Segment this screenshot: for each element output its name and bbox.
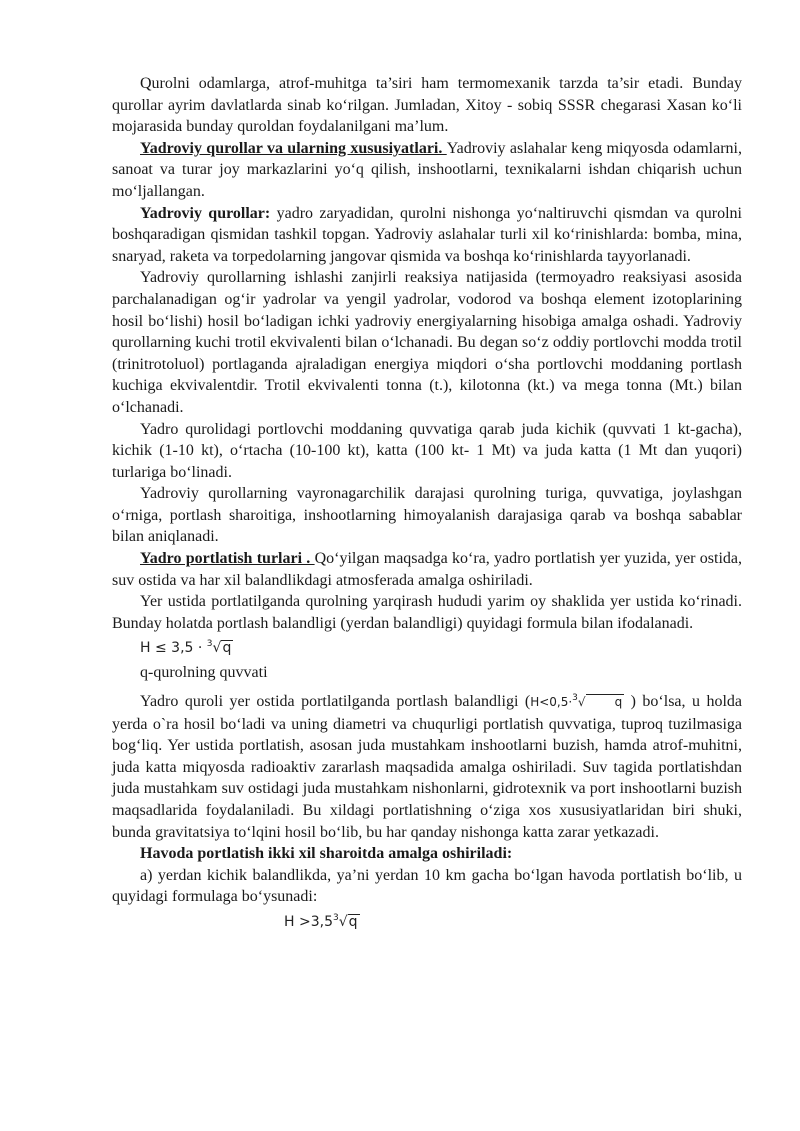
section-heading-explosion-types: Yadro portlatish turlari . bbox=[140, 550, 315, 568]
paragraph-yield-classes: Yadro qurolidagi portlovchi moddaning quvvatiga qarab juda kichik (quvvati 1 kt-gacha), kichik (1-10 kt), o‘rtacha (10-100 kt), katta (100 kt- 1 Mt) va juda katta (1 Mt dan yuqori) turlariga bo‘linadi. bbox=[112, 420, 742, 481]
formula-air-burst-height bbox=[112, 908, 742, 932]
paragraph-low-altitude: a) yerdan kichik balandlikda, ya’ni yerdan 10 km gacha bo‘lgan havoda portlatish bo‘lib, u quyidagi formulaga bo‘ysunadi: bbox=[112, 866, 742, 906]
paragraph-ground-burst: Yer ustida portlatilganda qurolning yarqirash hududi yarim oy shaklida yer ustida ko‘rinadi. Bunday holatda portlash balandligi (yerdan balandligi) quyidagi formula bilan ifodalanadi. bbox=[112, 593, 742, 632]
paragraph-text: Qo‘yilgan maqsadga ko‘ra, yadro portlatish yer yuzida, yer ostida, suv ostida va har xil balandlikdagi atmosferada amalga oshiriladi. bbox=[112, 550, 743, 589]
document-page bbox=[112, 73, 742, 932]
paragraph-text: Yadro quroli yer ostida portlatilganda portlash balandligi ( bbox=[140, 693, 531, 711]
paragraph-destruction-level: Yadroviy qurollarning vayronagarchilik darajasi qurolning turiga, quvvatiga, joylashgan o‘rniga, portlash sharoitiga, inshootlarning himoyalanish darajasiga qarab va boshqa sabablar bilan aniqlanadi. bbox=[112, 485, 742, 546]
heading-air-burst: Havoda portlatish ikki xil sharoitda amalga oshiriladi: bbox=[140, 845, 513, 863]
root-index: 3 bbox=[206, 639, 213, 650]
radicand: q bbox=[586, 694, 625, 710]
paragraph-text: Yadroviy aslahalar keng miqyosda odamlarni, sanoat va turar joy markazlarini yo‘q qilish, inshootlarni, texnikalarni ishdan chiqarish uchun mo‘ljallangan. bbox=[112, 139, 742, 200]
radical-sign: √ bbox=[338, 913, 348, 930]
root-index: 3 bbox=[572, 693, 578, 704]
paragraph-nuclear-weapons bbox=[112, 138, 742, 203]
paragraph-chain-reaction: Yadroviy qurollarning ishlashi zanjirli reaksiya natijasida (termoyadro reaksiyasi asosida parchalanadigan og‘ir yadrolar va yengil yadrolar, vodorod va boshqa element izotoplarining hosil bo‘lishi) hosil bo‘ladigan ichki yadroviy energiyalarning hisobiga amalga oshadi. Yadroviy qurollarning kuchi trotil ekvivalenti bilan o‘lchanadi. Bu degan so‘z oddiy portlovchi modda trotil (trinitrotoluol) portlaganda ajraladigan energiya miqdori o‘sha portlovchi moddaning portlash kuchiga ekvivalentdir. Trotil ekvivalenti tonna (t.), kilotonna (kt.) va mega tonna (Mt.) bilan o‘lchanadi. bbox=[112, 269, 742, 416]
radical-sign: √ bbox=[212, 640, 222, 657]
section-heading-nuclear-weapons: Yadroviy qurollar va ularning xususiyatlari. bbox=[140, 139, 447, 157]
inline-formula-underground bbox=[530, 695, 624, 709]
formula-ground-burst-height bbox=[112, 634, 742, 658]
paragraph-text: ) bo‘lsa, u holda yerda o`ra hosil bo‘ladi va uning diametri va chuqurligi portlatish quvvatiga, tuproq tuzilmasiga bog‘liq. Yer ustida portlatish, asosan juda mustahkam inshootlarni buzish, hamda atrof-muhitni, juda katta miqyosda radioaktiv zararlash maqsadida amalga oshiriladi. Suv tagida portlatishdan juda mustahkam suv ostidagi juda mustahkam nishonlarni, gidrotexnik va port inshootlarni buzish maqsadlarida foydalaniladi. Bu xildagi portlatishning o‘ziga xos xususiyatlaridan biri shuki, bunda gravitatsiya to‘lqini hosil bo‘lib, bu har qanday nishonga katta zarar yetkazadi. bbox=[112, 693, 742, 841]
paragraph-underground-burst bbox=[112, 688, 742, 843]
term-heading: Yadroviy qurollar: bbox=[140, 204, 271, 222]
formula-lhs: H >3,5 bbox=[284, 913, 333, 930]
radical-sign: √ bbox=[577, 695, 586, 710]
formula-lhs: H<0,5· bbox=[530, 695, 573, 710]
paragraph-intro: Qurolni odamlarga, atrof-muhitga ta’siri ham termomexanik tarzda ta’sir etadi. Bunday qurollar ayrim davlatlarda sinab ko‘rilgan. Jumladan, Xitoy - sobiq SSSR chegarasi Xasan ko‘li mojarasida bunday quroldan foydalanilgani ma’lum. bbox=[112, 75, 742, 136]
root-index: 3 bbox=[332, 912, 339, 923]
radicand: q bbox=[222, 640, 232, 657]
paragraph-text: yadro zaryadidan, qurolni nishonga yo‘naltiruvchi qismdan va qurolni boshqaradigan qismidan tashkil topgan. Yadroviy aslahalar turli xil ko‘rinishlarda: bomba, mina, snaryad, raketa va torpedolarning jangovar qismida va boshqa ko‘rinishlarda tayyorlanadi. bbox=[112, 204, 743, 265]
caption-q-definition: q-qurolning quvvati bbox=[140, 664, 268, 682]
radicand: q bbox=[348, 913, 358, 930]
paragraph-explosion-types bbox=[112, 548, 742, 591]
paragraph-nuclear-weapons-definition bbox=[112, 203, 742, 268]
formula-lhs: H ≤ 3,5 · bbox=[140, 640, 207, 657]
